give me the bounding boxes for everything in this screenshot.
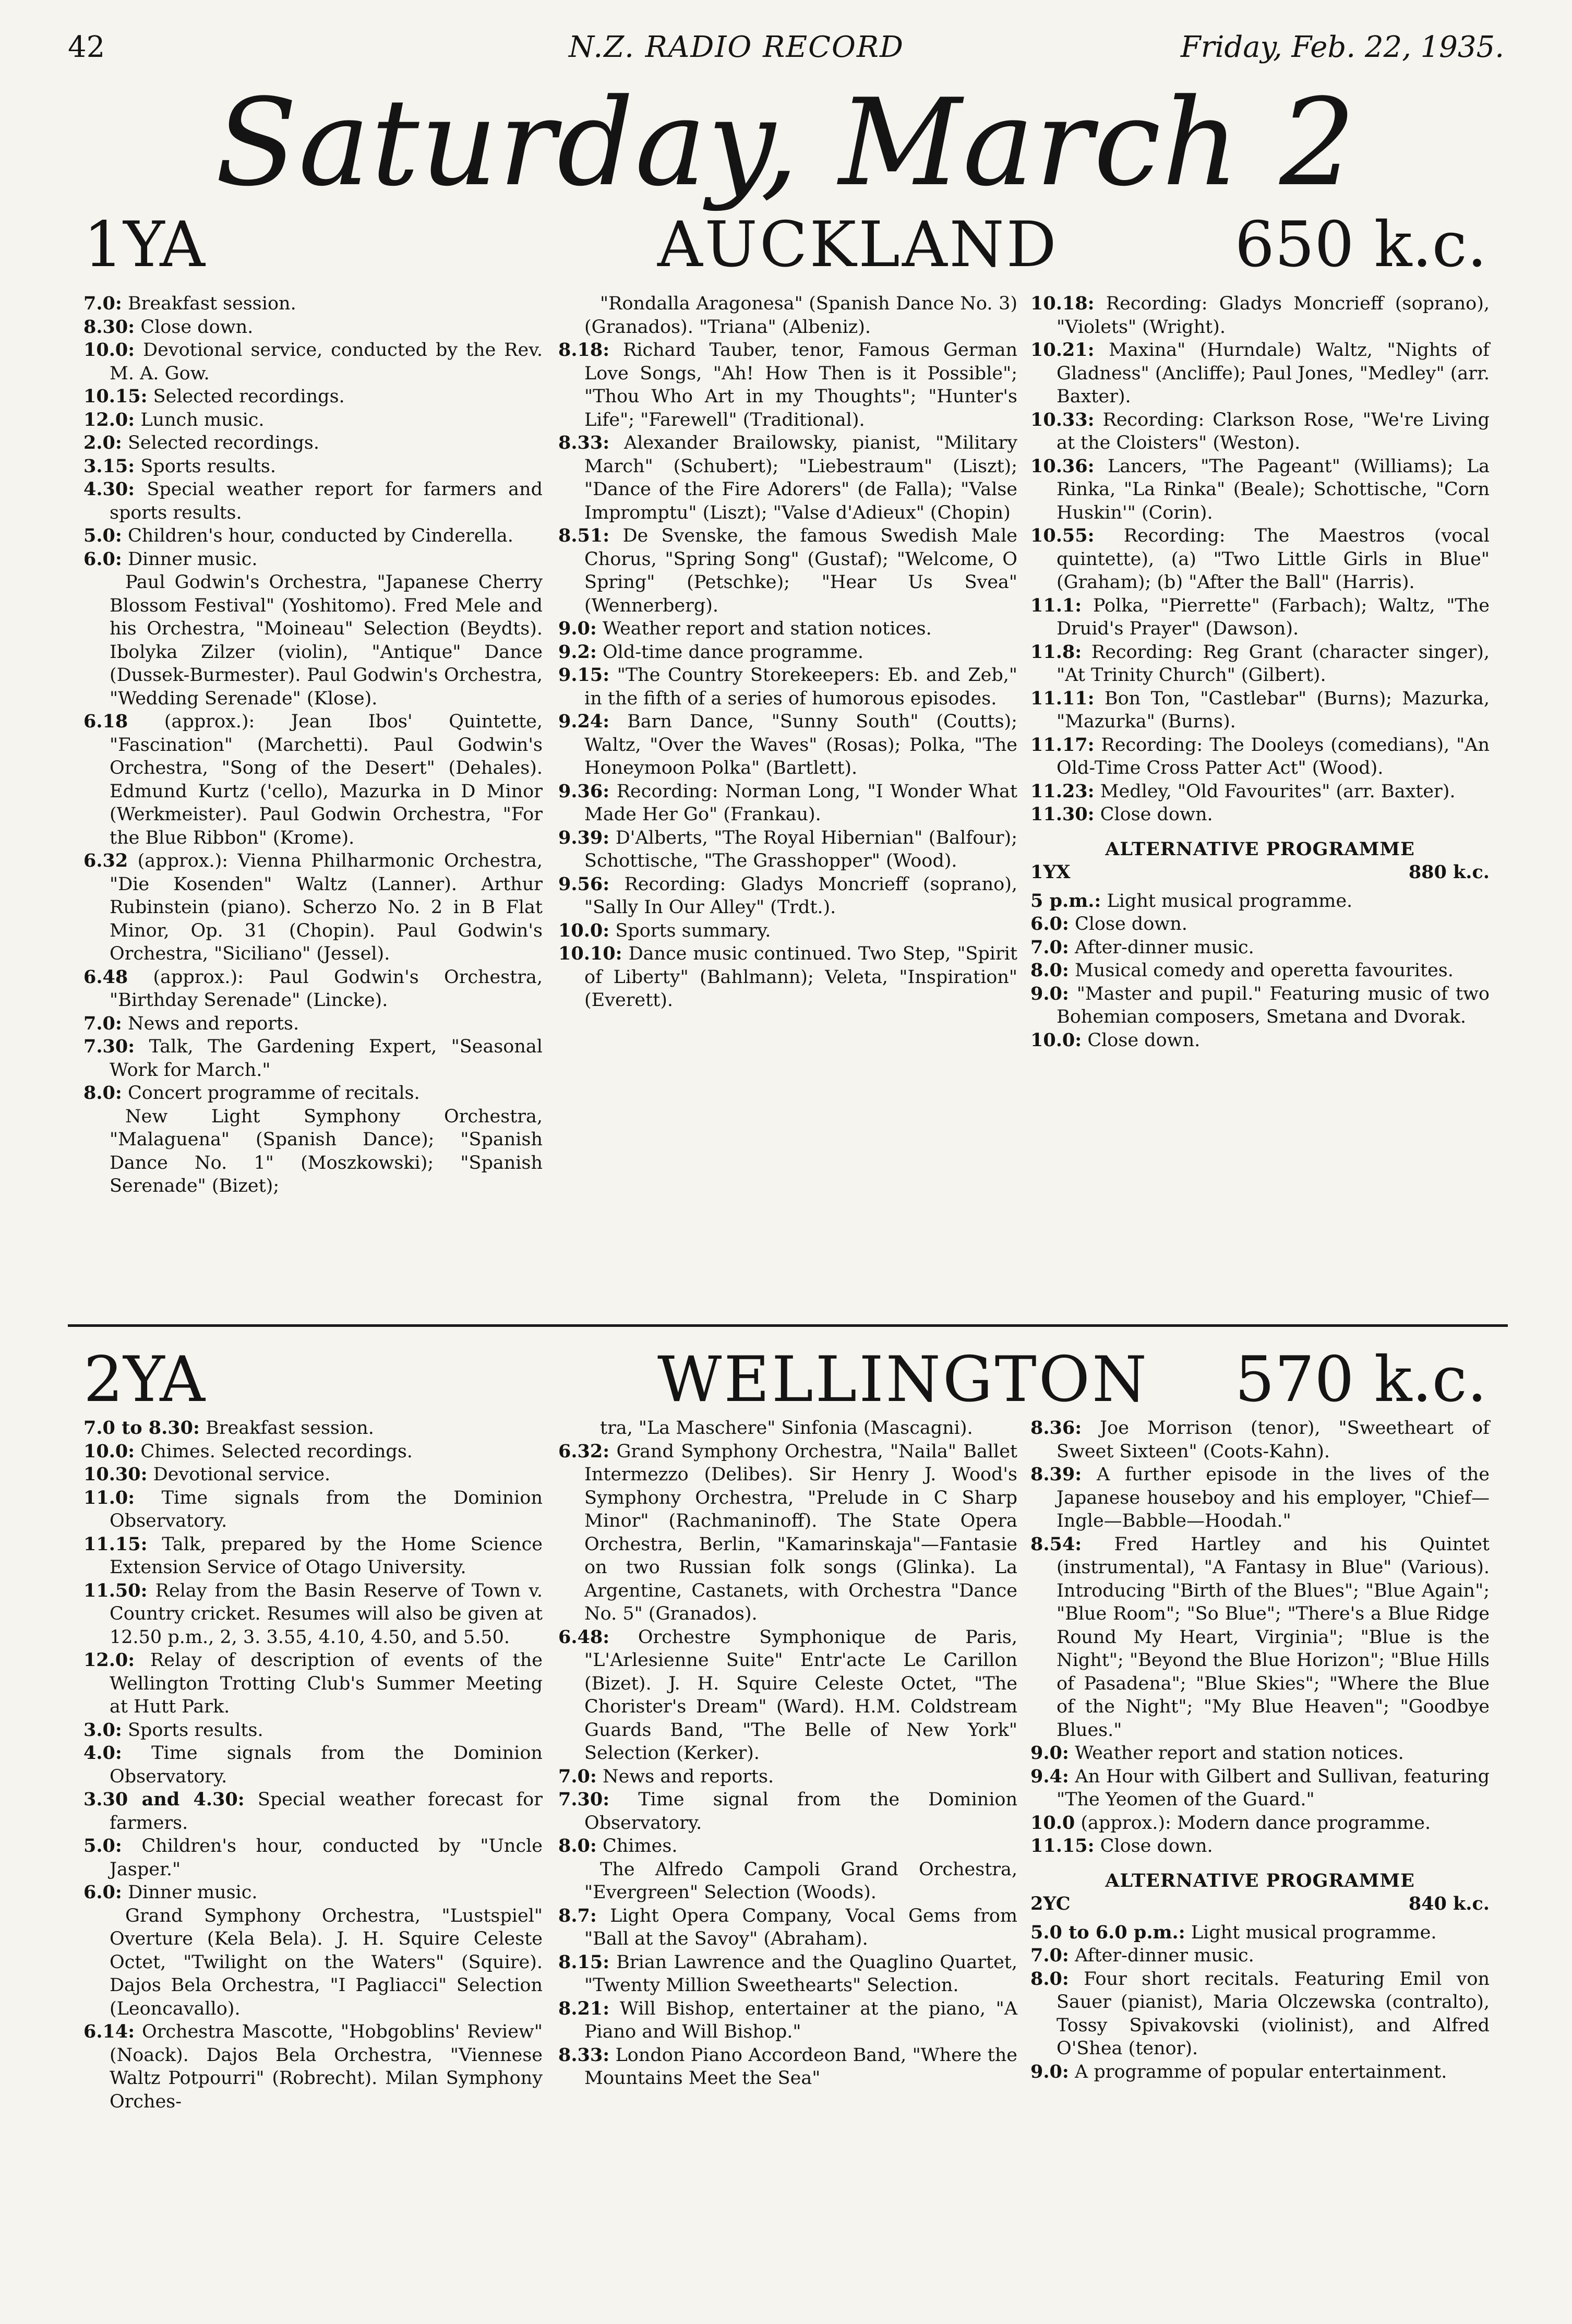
entry-time: 7.0 to 8.30:	[83, 1417, 200, 1439]
entry-text: After-dinner music.	[1074, 1945, 1254, 1966]
entry-time: 9.0:	[558, 618, 597, 639]
entry-time: 8.0:	[558, 1835, 597, 1856]
entry-text: Weather report and station notices.	[602, 618, 932, 639]
entry-time: 8.33:	[558, 2044, 610, 2066]
entry-text: Chimes. Selected recordings.	[140, 1441, 413, 1462]
entry-text: Relay from the Basin Reserve of Town v. Country cricket. Resumes will also be given at 12.50 p.m., 2, 3. 3.55, 4.10, 4.50, and 5.50.	[110, 1580, 543, 1648]
entry-text: Dinner music.	[127, 1882, 258, 1903]
programme-entry	[83, 292, 543, 316]
programme-entry	[1030, 687, 1490, 734]
programme-entry	[558, 873, 1017, 919]
entry-time: 5.0:	[83, 525, 122, 546]
programme-entry	[1030, 913, 1490, 936]
section-divider	[68, 1324, 1508, 1327]
station-frequency: 570 k.c.	[1234, 1344, 1487, 1416]
entry-text: Old-time dance programme.	[602, 641, 864, 663]
entry-time: 11.8:	[1030, 641, 1082, 663]
entry-text: A further episode in the lives of the Japanese houseboy and his employer, "Chief—Ingle—Babble—Hoodah."	[1057, 1464, 1490, 1531]
entry-time: 11.0:	[83, 1487, 135, 1508]
entry-time: 7.30:	[83, 1036, 135, 1057]
entry-time: 10.30:	[83, 1464, 148, 1485]
entry-time: 11.23:	[1030, 780, 1095, 802]
programme-entry	[1030, 1742, 1490, 1765]
entry-time: 9.0:	[1030, 1742, 1069, 1764]
entry-text: (approx.): Paul Godwin's Orchestra, "Birthday Serenade" (Lincke).	[110, 966, 543, 1011]
entry-time: 9.56:	[558, 873, 610, 895]
entry-time: 8.0:	[1030, 960, 1069, 981]
entry-time: 7.0:	[83, 1012, 122, 1034]
entry-text: Devotional service.	[153, 1464, 331, 1485]
entry-time: 8.18:	[558, 339, 610, 361]
entry-text: Light musical programme.	[1191, 1922, 1437, 1943]
programme-detail	[83, 571, 543, 710]
programme-column	[83, 1417, 543, 2113]
entry-text: Orchestra Mascotte, "Hobgoblins' Review" (Noack). Dajos Bela Orchestra, "Viennese Waltz Potpourri" (Robrecht). Milan Symphony Orches-	[110, 2021, 543, 2112]
programme-entry	[1030, 339, 1490, 409]
programme-entry	[83, 1719, 543, 1742]
entry-time: 5 p.m.:	[1030, 890, 1101, 912]
programme-entry	[83, 316, 543, 339]
entry-text: (approx.): Jean Ibos' Quintette, "Fascination" (Marchetti). Paul Godwin's Orchestra, "Song of the Desert" (Dehales). Edmund Kurtz ('cello), Mazurka in D Minor (Werkmeister). Paul Godwin Orchestra, "For the Blue Ribbon" (Krome).	[110, 711, 543, 848]
entry-text: Children's hour, conducted by Cinderella.	[127, 525, 513, 546]
entry-time: 8.0:	[1030, 1968, 1069, 1990]
entry-text: Breakfast session.	[206, 1418, 374, 1439]
issue-date: Friday, Feb. 22, 1935.	[1180, 30, 1504, 64]
programme-entry	[83, 1082, 543, 1105]
entry-text: Children's hour, conducted by "Uncle Jasper."	[110, 1836, 543, 1880]
programme-entry	[83, 455, 543, 478]
alternative-station-call: 2YC	[1030, 1893, 1071, 1914]
entry-text: Musical comedy and operetta favourites.	[1074, 960, 1454, 981]
programme-entry	[558, 1951, 1017, 1997]
entry-text: (approx.): Modern dance programme.	[1081, 1812, 1431, 1834]
page-number: 42	[68, 30, 105, 64]
programme-entry	[1030, 292, 1490, 339]
station-city: WELLINGTON	[657, 1344, 1149, 1416]
entry-time: 11.1:	[1030, 594, 1082, 616]
entry-text: Polka, "Pierrette" (Farbach); Waltz, "The Druid's Prayer" (Dawson).	[1057, 595, 1490, 639]
programme-detail	[83, 1904, 543, 2021]
entry-text: Dinner music.	[127, 548, 258, 570]
section-header-2ya	[68, 1341, 1508, 1424]
programme-entry	[83, 849, 543, 966]
entry-time: 8.30:	[83, 316, 135, 338]
entry-time: 10.0:	[83, 1440, 135, 1462]
programme-entry	[83, 1417, 543, 1440]
alternative-station-frequency: 840 k.c.	[1408, 1893, 1490, 1914]
alternative-station-frequency: 880 k.c.	[1408, 861, 1490, 883]
entry-time: 10.18:	[1030, 293, 1095, 314]
entry-time: 8.0:	[83, 1082, 122, 1104]
entry-text: Concert programme of recitals.	[127, 1083, 420, 1104]
programme-column	[83, 292, 543, 1198]
entry-time: 8.54:	[1030, 1533, 1082, 1555]
entry-time: 9.36:	[558, 780, 610, 802]
entry-time: 8.51:	[558, 525, 610, 546]
programme-entry	[1030, 409, 1490, 455]
entry-text: Orchestre Symphonique de Paris, "L'Arlesienne Suite" Entr'acte Le Carillon (Bizet). J. H. Squire Celeste Octet, "The Chorister's Dream" (Ward). H.M. Coldstream Guards Band, "The Belle of New York" Selection (Kerker).	[584, 1626, 1017, 1764]
entry-time: 6.18	[83, 711, 128, 732]
entry-time: 6.0:	[83, 1882, 122, 1903]
entry-text: Four short recitals. Featuring Emil von Sauer (pianist), Maria Olczewska (contralto), Tossy Spivakovski (violinist), and Alfred O'Shea (tenor).	[1057, 1968, 1490, 2059]
entry-text: Lancers, "The Pageant" (Williams); La Rinka, "La Rinka" (Beale); Schottische, "Corn Huskin'" (Corin).	[1057, 456, 1490, 523]
entry-time: 4.30:	[83, 478, 135, 500]
programme-entry	[1030, 1812, 1490, 1835]
entry-time: 9.39:	[558, 826, 610, 848]
entry-text: De Svenske, the famous Swedish Male Chorus, "Spring Song" (Gustaf); "Welcome, O Spring" (Petschke); "Hear Us Svea" (Wennerberg).	[584, 525, 1017, 616]
entry-time: 6.48	[83, 966, 128, 988]
entry-time: 3.0:	[83, 1719, 122, 1741]
programme-entry	[1030, 983, 1490, 1029]
programme-entry	[1030, 1463, 1490, 1533]
entry-text: "Master and pupil." Featuring music of two Bohemian composers, Smetana and Dvorak.	[1057, 983, 1490, 1027]
programme-entry	[558, 919, 1017, 943]
programme-entry	[83, 339, 543, 385]
programme-entry	[558, 524, 1017, 617]
entry-time: 6.0:	[1030, 913, 1069, 935]
programme-entry	[83, 1881, 543, 1904]
programme-detail	[558, 1417, 1017, 1440]
programme-entry	[83, 385, 543, 409]
entry-text: Sports summary.	[615, 920, 771, 941]
programme-entry	[558, 1626, 1017, 1765]
entry-time: 7.0:	[1030, 1945, 1069, 1966]
programme-entry	[558, 826, 1017, 873]
entry-time: 7.0:	[558, 1765, 597, 1787]
programme-entry	[83, 710, 543, 849]
entry-time: 8.7:	[558, 1904, 597, 1926]
station-call-sign: 1YA	[83, 209, 205, 281]
entry-text: Close down.	[1087, 1029, 1201, 1051]
programme-entry	[558, 942, 1017, 1012]
programme-entry	[558, 432, 1017, 524]
programme-entry	[83, 432, 543, 455]
entry-text: Will Bishop, entertainer at the piano, "A Piano and Will Bishop."	[584, 1998, 1017, 2042]
entry-text: Weather report and station notices.	[1074, 1743, 1404, 1764]
entry-text: Recording: Norman Long, "I Wonder What Made Her Go" (Frankau).	[584, 781, 1017, 825]
entry-text: Richard Tauber, tenor, Famous German Love Songs, "Ah! How Then is it Possible"; "Thou Who Art in my Thoughts"; "Hunter's Life"; "Farewell" (Traditional).	[584, 340, 1017, 430]
entry-text: London Piano Accordeon Band, "Where the Mountains Meet the Sea"	[584, 2044, 1017, 2089]
station-frequency: 650 k.c.	[1234, 209, 1487, 281]
entry-text: Fred Hartley and his Quintet (instrumental), "A Fantasy in Blue" (Various). Introducing "Birth of the Blues"; "Blue Again"; "Blue Room"; "So Blue"; "There's a Blue Ridge Round My Heart, Virginia"; "Blue is the Night"; "Beyond the Blue Horizon"; "Blue Hills of Pasadena"; "Blue Skies"; "Where the Blue of the Night"; "My Blue Heaven"; "Goodbye Blues."	[1057, 1534, 1490, 1741]
entry-text: Talk, prepared by the Home Science Extension Service of Otago University.	[110, 1534, 543, 1578]
entry-time: 11.17:	[1030, 734, 1095, 756]
entry-text: Grand Symphony Orchestra, "Lustspiel" Overture (Kela Bela). J. H. Squire Celeste Octet, "Twilight on the Waters" (Squire). Dajos Bela Orchestra, "I Pagliacci" Selection (Leoncavallo).	[110, 1905, 543, 2019]
entry-time: 10.36:	[1030, 455, 1095, 477]
entry-text: Special weather report for farmers and sports results.	[110, 479, 543, 523]
entry-text: Relay of description of events of the Wellington Trotting Club's Summer Meeting at Hutt Park.	[110, 1650, 543, 1717]
entry-time: 7.0:	[1030, 936, 1069, 958]
entry-text: Special weather forecast for farmers.	[110, 1789, 543, 1834]
entry-text: News and reports.	[602, 1766, 774, 1787]
entry-text: Light Opera Company, Vocal Gems from "Ball at the Savoy" (Abraham).	[584, 1905, 1017, 1949]
entry-time: 12.0:	[83, 409, 135, 430]
programme-column	[1030, 292, 1490, 1052]
entry-text: (approx.): Vienna Philharmonic Orchestra, "Die Kosenden" Waltz (Lanner). Arthur Rubinstein (piano). Scherzo No. 2 in B Flat Minor, Op. 31 (Chopin). Paul Godwin's Orchestra, "Siciliano" (Jessel).	[110, 850, 543, 964]
programme-entry	[1030, 1921, 1490, 1945]
programme-entry	[1030, 734, 1490, 780]
entry-text: Paul Godwin's Orchestra, "Japanese Cherry Blossom Festival" (Yoshitomo). Fred Mele and his Orchestra, "Moineau" Selection (Beydts). Ibolyka Zilzer (violin), "Antique" Dance (Dussek-Burmester). Paul Godwin's Orchestra, "Wedding Serenade" (Klose).	[110, 572, 543, 709]
entry-time: 6.48:	[558, 1626, 610, 1648]
entry-text: Alexander Brailowsky, pianist, "Military March" (Schubert); "Liebestraum" (Liszt); "Dance of the Fire Adorers" (de Falla); "Valse Impromptu" (Liszt); "Valse d'Adieux" (Chopin)	[584, 433, 1017, 523]
programme-entry	[1030, 1765, 1490, 1812]
programme-entry	[1030, 1029, 1490, 1052]
entry-time: 9.2:	[558, 641, 597, 663]
entry-time: 6.32	[83, 850, 128, 871]
entry-time: 7.0:	[83, 293, 122, 314]
entry-time: 4.0:	[83, 1742, 122, 1764]
programme-entry	[558, 1835, 1017, 1858]
programme-entry	[1030, 1533, 1490, 1742]
programme-entry	[83, 966, 543, 1012]
alternative-programme-heading: ALTERNATIVE PROGRAMME	[1105, 838, 1415, 860]
programme-entry	[83, 478, 543, 524]
programme-entry	[1030, 455, 1490, 525]
entry-time: 8.15:	[558, 1951, 610, 1973]
entry-time: 10.15:	[83, 386, 148, 407]
programme-entry	[1030, 524, 1490, 594]
programme-entry	[83, 1579, 543, 1649]
programme-entry	[83, 1788, 543, 1835]
programme-entry	[558, 617, 1017, 641]
entry-text: New Light Symphony Orchestra, "Malaguena" (Spanish Dance); "Spanish Dance No. 1" (Moszkowski); "Spanish Serenade" (Bizet);	[110, 1106, 543, 1196]
entry-time: 11.11:	[1030, 687, 1095, 709]
programme-column	[558, 1417, 1017, 2090]
station-call-sign: 2YA	[83, 1344, 205, 1416]
entry-time: 6.14:	[83, 2021, 135, 2042]
entry-text: Dance music continued. Two Step, "Spirit of Liberty" (Bahlmann); Veleta, "Inspiration" (Everett).	[584, 943, 1017, 1011]
programme-entry	[558, 780, 1017, 826]
entry-text: Devotional service, conducted by the Rev. M. A. Gow.	[110, 340, 543, 384]
section-header-1ya	[68, 206, 1508, 290]
entry-text: Sports results.	[127, 1719, 263, 1741]
entry-time: 11.15:	[1030, 1835, 1095, 1856]
entry-time: 6.32:	[558, 1440, 610, 1462]
entry-text: Recording: Reg Grant (character singer), "At Trinity Church" (Gilbert).	[1057, 641, 1490, 686]
entry-text: Breakfast session.	[127, 293, 296, 314]
entry-time: 12.0:	[83, 1649, 135, 1671]
running-header	[68, 20, 1504, 72]
entry-text: Selected recordings.	[127, 433, 319, 453]
entry-text: Barn Dance, "Sunny South" (Coutts); Waltz, "Over the Waves" (Rosas); Polka, "The Honeymoon Polka" (Bartlett).	[584, 711, 1017, 778]
entry-text: Lunch music.	[140, 409, 265, 430]
programme-detail	[83, 1105, 543, 1198]
alternative-station-line	[1030, 861, 1490, 884]
entry-time: 9.15:	[558, 664, 610, 686]
programme-entry	[83, 548, 543, 571]
programme-entry	[558, 710, 1017, 780]
entry-text: "The Country Storekeepers: Eb. and Zeb," in the fifth of a series of humorous episodes.	[584, 665, 1017, 709]
programme-column	[1030, 1417, 1490, 2083]
entry-time: 11.15:	[83, 1533, 148, 1555]
entry-time: 3.30 and 4.30:	[83, 1789, 245, 1810]
programme-entry	[1030, 594, 1490, 641]
entry-time: 2.0:	[83, 432, 122, 453]
entry-text: The Alfredo Campoli Grand Orchestra, "Evergreen" Selection (Woods).	[584, 1859, 1017, 1903]
entry-text: Grand Symphony Orchestra, "Naila" Ballet Intermezzo (Delibes). Sir Henry J. Wood's Symphony Orchestra, "Prelude in C Sharp Minor" (Rachmaninoff). The State Opera Orchestra, Berlin, "Kamarinskaja"—Fantasie on two Russian folk songs (Glinka). La Argentine, Castanets, with Orchestra "Dance No. 5" (Granados).	[584, 1441, 1017, 1624]
programme-entry	[1030, 890, 1490, 913]
entry-text: Recording: Gladys Moncrieff (soprano), "Sally In Our Alley" (Trdt.).	[584, 873, 1017, 918]
programme-entry	[1030, 959, 1490, 983]
entry-text: Recording: Gladys Moncrieff (soprano), "Violets" (Wright).	[1057, 293, 1490, 338]
entry-text: "Rondalla Aragonesa" (Spanish Dance No. 3) (Granados). "Triana" (Albeniz).	[584, 293, 1017, 338]
entry-text: Brian Lawrence and the Quaglino Quartet, "Twenty Million Sweethearts" Selection.	[584, 1951, 1017, 1996]
programme-detail	[558, 1858, 1017, 1904]
entry-text: Time signal from the Dominion Observatory.	[584, 1789, 1017, 1834]
programme-entry	[558, 1904, 1017, 1951]
entry-text: Recording: The Maestros (vocal quintette), (a) "Two Little Girls in Blue" (Graham); (b) "After the Ball" (Harris).	[1057, 525, 1490, 593]
programme-entry	[1030, 1968, 1490, 2061]
entry-text: tra, "La Maschere" Sinfonia (Mascagni).	[600, 1418, 973, 1439]
entry-text: An Hour with Gilbert and Sullivan, featuring "The Yeomen of the Guard."	[1057, 1766, 1490, 1810]
programme-entry	[83, 1533, 543, 1579]
entry-time: 10.0:	[83, 339, 135, 361]
programme-entry	[83, 1035, 543, 1082]
programme-entry	[1030, 936, 1490, 960]
programme-entry	[1030, 803, 1490, 826]
entry-time: 9.4:	[1030, 1765, 1069, 1787]
entry-time: 10.55:	[1030, 525, 1095, 546]
entry-time: 7.30:	[558, 1789, 610, 1810]
entry-time: 11.30:	[1030, 804, 1095, 825]
entry-text: Maxina" (Hurndale) Waltz, "Nights of Gladness" (Ancliffe); Paul Jones, "Medley" (arr. Baxter).	[1057, 340, 1490, 407]
entry-time: 9.0:	[1030, 2061, 1069, 2082]
programme-entry	[83, 1440, 543, 1464]
programme-entry	[83, 1649, 543, 1719]
alternative-station-line	[1030, 1892, 1490, 1916]
entry-time: 9.0:	[1030, 983, 1069, 1004]
programme-entry	[558, 1440, 1017, 1626]
programme-entry	[558, 1788, 1017, 1835]
entry-time: 10.0:	[1030, 1029, 1082, 1051]
programme-column	[558, 292, 1017, 1012]
entry-text: After-dinner music.	[1074, 937, 1254, 958]
entry-time: 8.39:	[1030, 1464, 1082, 1485]
entry-text: Selected recordings.	[153, 386, 345, 407]
entry-time: 5.0:	[83, 1835, 122, 1856]
entry-text: D'Alberts, "The Royal Hibernian" (Balfour); Schottische, "The Grasshopper" (Wood).	[584, 827, 1017, 871]
programme-detail	[558, 292, 1017, 339]
programme-entry	[558, 2044, 1017, 2090]
programme-entry	[558, 1765, 1017, 1789]
entry-time: 8.21:	[558, 1997, 610, 2019]
programme-entry	[83, 2020, 543, 2113]
entry-text: Recording: The Dooleys (comedians), "An Old-Time Cross Patter Act" (Wood).	[1057, 734, 1490, 778]
entry-time: 10.33:	[1030, 409, 1095, 430]
entry-time: 10.0:	[558, 919, 610, 941]
programme-entry	[1030, 641, 1490, 687]
programme-entry	[1030, 1417, 1490, 1463]
programme-entry	[83, 524, 543, 548]
programme-entry	[558, 1997, 1017, 2044]
programme-entry	[83, 1463, 543, 1487]
programme-entry	[1030, 1944, 1490, 1968]
entry-time: 3.15:	[83, 455, 135, 477]
programme-entry	[83, 1487, 543, 1533]
entry-text: Bon Ton, "Castlebar" (Burns); Mazurka, "Mazurka" (Burns).	[1057, 688, 1490, 732]
entry-time: 8.36:	[1030, 1417, 1082, 1439]
entry-text: Medley, "Old Favourites" (arr. Baxter).	[1100, 781, 1456, 802]
entry-text: Close down.	[1074, 914, 1187, 935]
programme-entry	[1030, 2061, 1490, 2084]
entry-text: Chimes.	[602, 1836, 678, 1856]
entry-text: Close down.	[1100, 804, 1213, 825]
entry-time: 11.50:	[83, 1579, 148, 1601]
entry-text: Close down.	[1100, 1836, 1213, 1856]
entry-time: 5.0 to 6.0 p.m.:	[1030, 1921, 1185, 1943]
entry-text: Joe Morrison (tenor), "Sweetheart of Sweet Sixteen" (Coots-Kahn).	[1057, 1418, 1490, 1462]
entry-text: News and reports.	[127, 1013, 299, 1034]
alternative-programme-heading: ALTERNATIVE PROGRAMME	[1105, 1870, 1415, 1891]
entry-text: Talk, The Gardening Expert, "Seasonal Work for March."	[110, 1036, 543, 1081]
entry-time: 6.0:	[83, 548, 122, 570]
entry-text: Sports results.	[140, 456, 276, 477]
programme-entry	[558, 664, 1017, 710]
publication-name: N.Z. RADIO RECORD	[569, 30, 904, 64]
programme-entry	[83, 409, 543, 432]
programme-entry	[1030, 780, 1490, 804]
entry-text: Recording: Clarkson Rose, "We're Living at the Cloisters" (Weston).	[1057, 409, 1490, 453]
programme-entry	[83, 1742, 543, 1788]
entry-text: Light musical programme.	[1107, 890, 1353, 912]
entry-time: 10.0	[1030, 1812, 1075, 1834]
entry-time: 10.10:	[558, 943, 622, 964]
programme-entry	[83, 1835, 543, 1881]
programme-entry	[558, 641, 1017, 664]
entry-time: 10.21:	[1030, 339, 1095, 361]
entry-time: 9.24:	[558, 711, 610, 732]
entry-text: Time signals from the Dominion Observatory.	[110, 1743, 543, 1787]
alternative-station-call: 1YX	[1030, 861, 1071, 883]
page-title: Saturday, March 2	[215, 74, 1357, 213]
programme-entry	[83, 1012, 543, 1036]
programme-entry	[1030, 1835, 1490, 1858]
entry-text: Close down.	[140, 316, 254, 338]
entry-text: A programme of popular entertainment.	[1074, 2061, 1447, 2082]
entry-text: Time signals from the Dominion Observatory.	[110, 1487, 543, 1531]
entry-time: 8.33:	[558, 432, 610, 453]
programme-entry	[558, 339, 1017, 432]
station-city: AUCKLAND	[657, 209, 1059, 281]
